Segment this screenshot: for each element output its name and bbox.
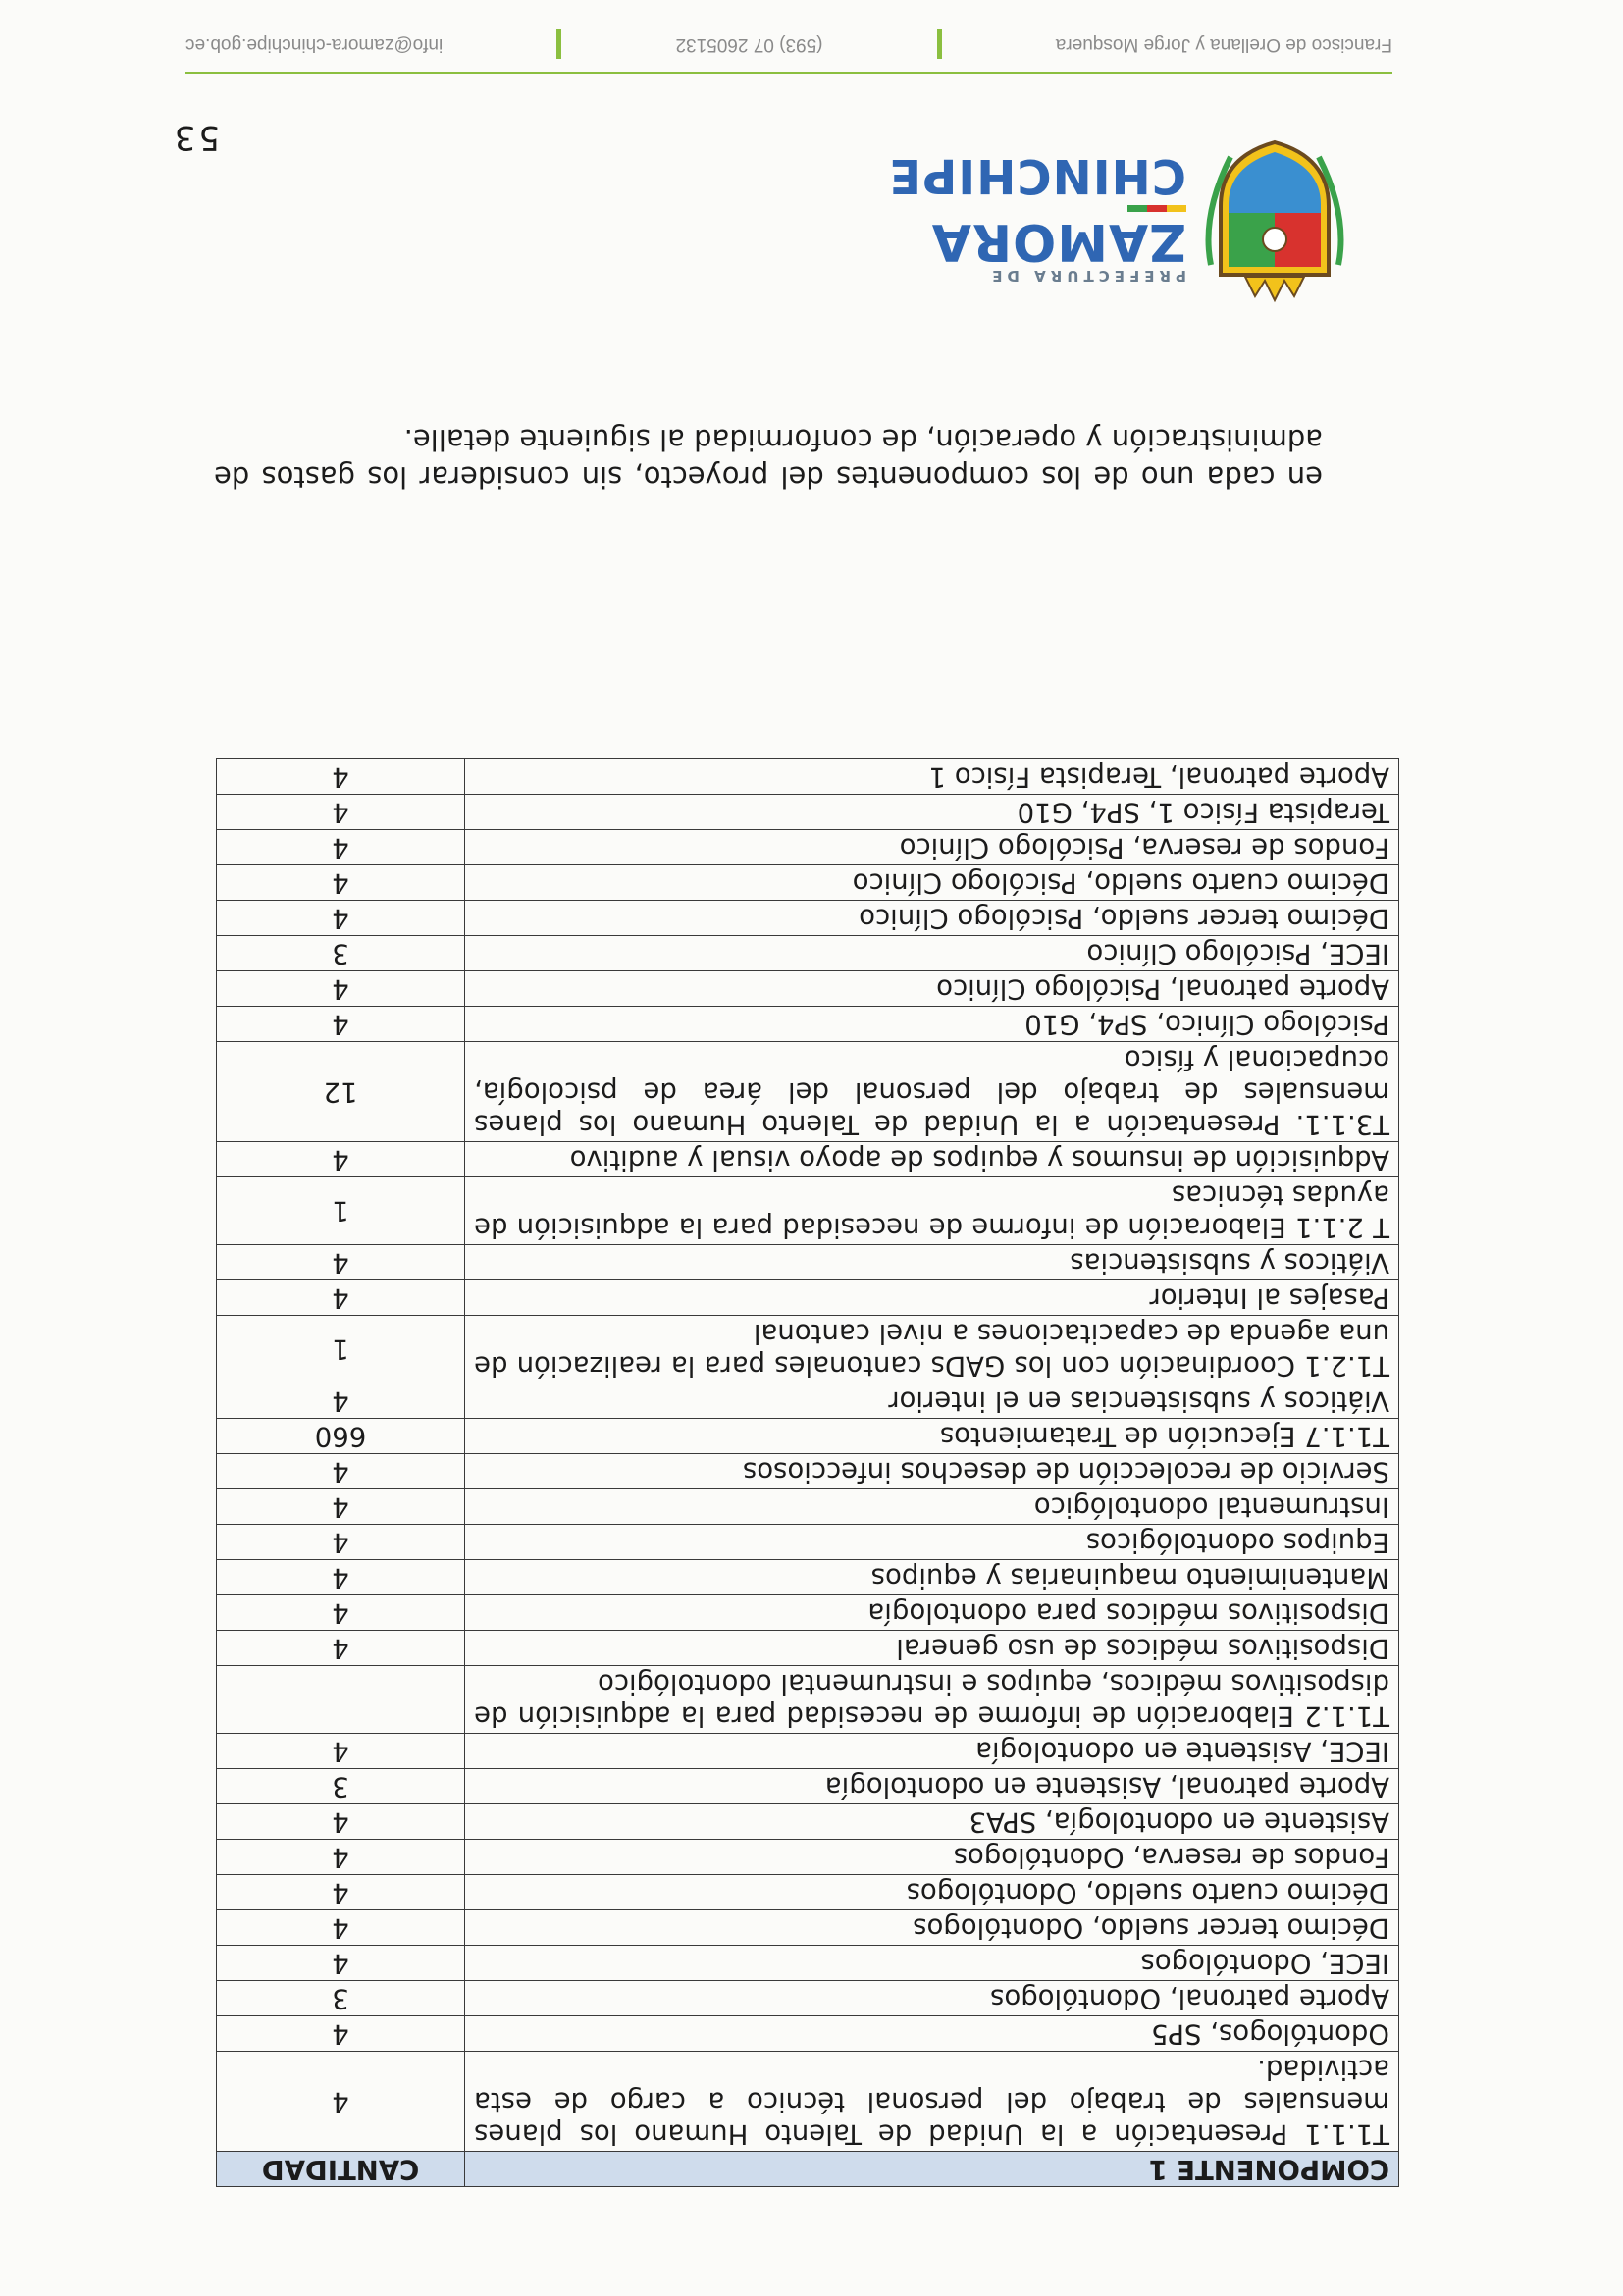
row-description: Equipos odontológicos <box>465 1525 1399 1560</box>
row-description: Dispositivos médicos para odontología <box>465 1595 1399 1631</box>
row-quantity: 4 <box>217 830 465 865</box>
table-row <box>217 1525 1399 1560</box>
footer-divider <box>185 72 1392 74</box>
row-description: Viáticos y subsistencias <box>465 1245 1399 1280</box>
component-table <box>216 758 1399 2187</box>
row-quantity: 4 <box>217 1631 465 1666</box>
header <box>190 108 1348 304</box>
row-quantity: 4 <box>217 1280 465 1316</box>
table-row <box>217 830 1399 865</box>
table-row <box>217 1734 1399 1769</box>
row-description: Dispositivos médicos de uso general <box>465 1631 1399 1666</box>
row-quantity <box>217 1666 465 1734</box>
row-quantity: 4 <box>217 1804 465 1840</box>
table-row <box>217 2052 1399 2152</box>
logo-name-line2: CHINCHIPE <box>888 148 1186 203</box>
table-body <box>217 759 1399 2152</box>
table-row <box>217 1177 1399 1245</box>
table-row <box>217 1875 1399 1910</box>
table-row <box>217 759 1399 795</box>
row-description: Décimo tercer sueldo, Odontólogos <box>465 1910 1399 1946</box>
table-row <box>217 1840 1399 1875</box>
row-description: Décimo cuarto sueldo, Odontólogos <box>465 1875 1399 1910</box>
table-row <box>217 1142 1399 1177</box>
row-quantity: 4 <box>217 1245 465 1280</box>
intro-paragraph: en cada uno de los componentes del proyecto, sin considerar los gastos de administración y operación, de conformidad al siguiente detalle. <box>214 423 1323 494</box>
table-row <box>217 2016 1399 2052</box>
row-description: Odontólogos, SP5 <box>465 2016 1399 2052</box>
row-description: IECE, Asistente en odontología <box>465 1734 1399 1769</box>
row-quantity: 4 <box>217 1383 465 1419</box>
table-row <box>217 1804 1399 1840</box>
table-row <box>217 971 1399 1007</box>
logo-name-line1: ZAMORA <box>930 212 1186 271</box>
table-row <box>217 1280 1399 1316</box>
table-row <box>217 1946 1399 1981</box>
table-row <box>217 1666 1399 1734</box>
row-description: Aporte patronal, Odontólogos <box>465 1981 1399 2016</box>
row-description: Adquisición de insumos y equipos de apoyo visual y auditivo <box>465 1142 1399 1177</box>
logo-text <box>888 148 1186 285</box>
row-quantity: 4 <box>217 1734 465 1769</box>
row-quantity: 3 <box>217 1769 465 1804</box>
table-row <box>217 1631 1399 1666</box>
row-description: T3.1.1. Presentación a la Unidad de Talento Humano los planes mensuales de trabajo del personal del área de psicología, ocupacional y físico <box>465 1042 1399 1142</box>
row-quantity: 1 <box>217 1177 465 1245</box>
footer-separator <box>556 29 561 59</box>
row-quantity: 4 <box>217 759 465 795</box>
footer-email[interactable]: info@zamora-chinchipe.gob.ec <box>185 34 444 55</box>
row-description: Mantenimiento maquinarias y equipos <box>465 1560 1399 1595</box>
row-description: Fondos de reserva, Psicólogo Clínico <box>465 830 1399 865</box>
row-description: Servicio de recolección de desechos infecciosos <box>465 1454 1399 1489</box>
header-component: COMPONENTE 1 <box>465 2152 1399 2187</box>
table-row <box>217 1245 1399 1280</box>
coat-of-arms-icon <box>1201 137 1348 304</box>
header-quantity: CANTIDAD <box>217 2152 465 2187</box>
table-row <box>217 1007 1399 1042</box>
table-row <box>217 1560 1399 1595</box>
logo-color-bar <box>1127 205 1186 212</box>
row-quantity: 4 <box>217 2052 465 2152</box>
row-description: Asistente en odontología, SPA3 <box>465 1804 1399 1840</box>
row-quantity: 4 <box>217 865 465 901</box>
table-row <box>217 1454 1399 1489</box>
table-row <box>217 1489 1399 1525</box>
row-quantity: 4 <box>217 971 465 1007</box>
row-quantity: 4 <box>217 1946 465 1981</box>
table-row <box>217 1419 1399 1454</box>
row-description: T1.1.1 Presentación a la Unidad de Talento Humano los planes mensuales de trabajo del personal técnico a cargo de esta actividad. <box>465 2052 1399 2152</box>
logo-prefix: PREFECTURA DE <box>987 267 1186 285</box>
row-description: Viáticos y subsistencias en el interior <box>465 1383 1399 1419</box>
row-quantity: 4 <box>217 1910 465 1946</box>
row-quantity: 4 <box>217 2016 465 2052</box>
row-quantity: 4 <box>217 1875 465 1910</box>
row-quantity: 4 <box>217 1142 465 1177</box>
row-quantity: 12 <box>217 1042 465 1142</box>
row-description: IECE, Psicólogo Clínico <box>465 936 1399 971</box>
row-quantity: 4 <box>217 1560 465 1595</box>
row-description: Fondos de reserva, Odontólogos <box>465 1840 1399 1875</box>
row-quantity: 4 <box>217 795 465 830</box>
row-description: Décimo cuarto sueldo, Psicólogo Clínico <box>465 865 1399 901</box>
footer-phone: (593) 07 2605132 <box>675 34 823 55</box>
row-description: T1.2.1 Coordinación con los GADs cantonales para la realización de una agenda de capacitaciones a nivel cantonal <box>465 1316 1399 1383</box>
row-quantity: 4 <box>217 1525 465 1560</box>
row-quantity: 1 <box>217 1316 465 1383</box>
row-quantity: 3 <box>217 1981 465 2016</box>
table-row <box>217 1383 1399 1419</box>
row-description: Aporte patronal, Asistente en odontología <box>465 1769 1399 1804</box>
row-quantity: 660 <box>217 1419 465 1454</box>
row-quantity: 3 <box>217 936 465 971</box>
row-description: T1.1.7 Ejecución de Tratamientos <box>465 1419 1399 1454</box>
table-row <box>217 936 1399 971</box>
table-row <box>217 1042 1399 1142</box>
page-number: 53 <box>171 118 220 157</box>
row-description: Terapista Físico 1, SP4, G10 <box>465 795 1399 830</box>
table-row <box>217 1316 1399 1383</box>
footer-address: Francisco de Orellana y Jorge Mosquera <box>1055 34 1392 55</box>
row-description: Pasajes al Interior <box>465 1280 1399 1316</box>
row-quantity: 4 <box>217 1840 465 1875</box>
table-row <box>217 1981 1399 2016</box>
row-description: Aporte patronal, Terapista Físico 1 <box>465 759 1399 795</box>
row-description: Instrumental odontológico <box>465 1489 1399 1525</box>
row-description: Décimo tercer sueldo, Psicólogo Clínico <box>465 901 1399 936</box>
table-row <box>217 865 1399 901</box>
row-quantity: 4 <box>217 1454 465 1489</box>
row-description: T1.1.2 Elaboración de informe de necesidad para la adquisición de dispositivos médicos, equipos e instrumental odontológico <box>465 1666 1399 1734</box>
table-row <box>217 1595 1399 1631</box>
row-quantity: 4 <box>217 901 465 936</box>
footer <box>185 29 1392 59</box>
row-quantity: 4 <box>217 1007 465 1042</box>
row-description: T 2.1.1 Elaboración de informe de necesidad para la adquisición de ayudas técnicas <box>465 1177 1399 1245</box>
row-description: IECE, Odontólogos <box>465 1946 1399 1981</box>
table-row <box>217 1910 1399 1946</box>
row-description: Aporte patronal, Psicólogo Clínico <box>465 971 1399 1007</box>
footer-separator <box>937 29 942 59</box>
table-row <box>217 901 1399 936</box>
row-quantity: 4 <box>217 1595 465 1631</box>
row-description: Psicólogo Clínico, SP4, G10 <box>465 1007 1399 1042</box>
table-row <box>217 1769 1399 1804</box>
table-row <box>217 795 1399 830</box>
row-quantity: 4 <box>217 1489 465 1525</box>
table-header-row <box>217 2152 1399 2187</box>
